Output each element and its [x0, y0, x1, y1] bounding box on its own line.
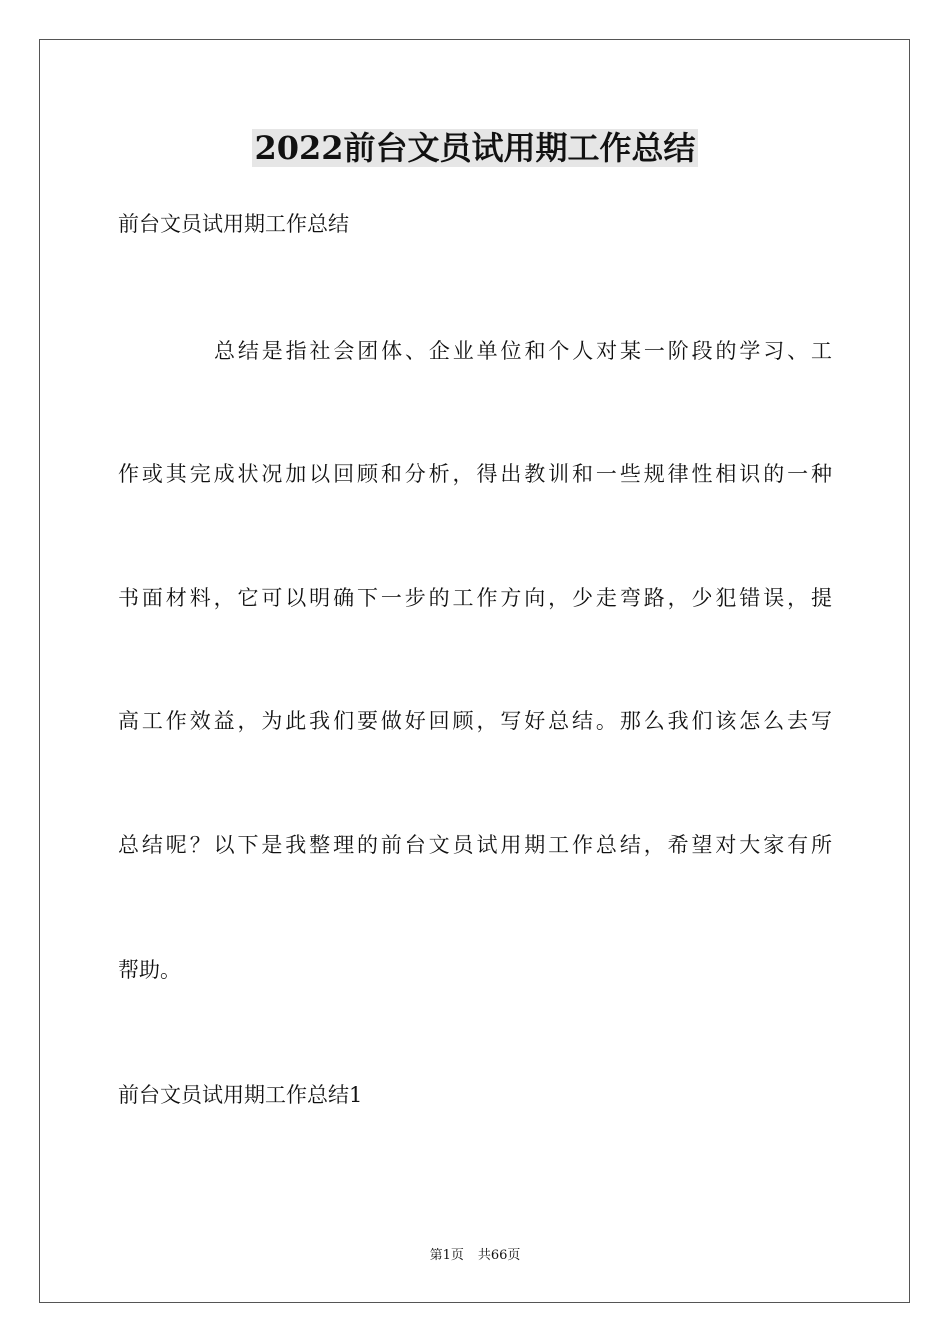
total-page-count: 共66页	[477, 1248, 521, 1263]
paragraph-line-6: 帮助。	[118, 958, 181, 982]
current-page-number: 第1页	[429, 1248, 464, 1263]
paragraph-line-4: 高工作效益，为此我们要做好回顾，写好总结。那么我们该怎么去写	[118, 709, 832, 733]
paragraph-line-2: 作或其完成状况加以回顾和分析，得出教训和一些规律性相识的一种	[118, 462, 832, 486]
document-subtitle: 前台文员试用期工作总结	[118, 212, 349, 236]
document-title	[0, 124, 950, 172]
paragraph-line-3: 书面材料，它可以明确下一步的工作方向，少走弯路，少犯错误，提	[118, 586, 832, 610]
paragraph-line-1: 总结是指社会团体、企业单位和个人对某一阶段的学习、工	[214, 339, 832, 363]
page-footer	[0, 1247, 950, 1265]
section-heading: 前台文员试用期工作总结1	[118, 1083, 363, 1107]
document-title-text: 2022前台文员试用期工作总结	[254, 129, 696, 167]
paragraph-line-5: 总结呢？以下是我整理的前台文员试用期工作总结，希望对大家有所	[118, 833, 832, 857]
